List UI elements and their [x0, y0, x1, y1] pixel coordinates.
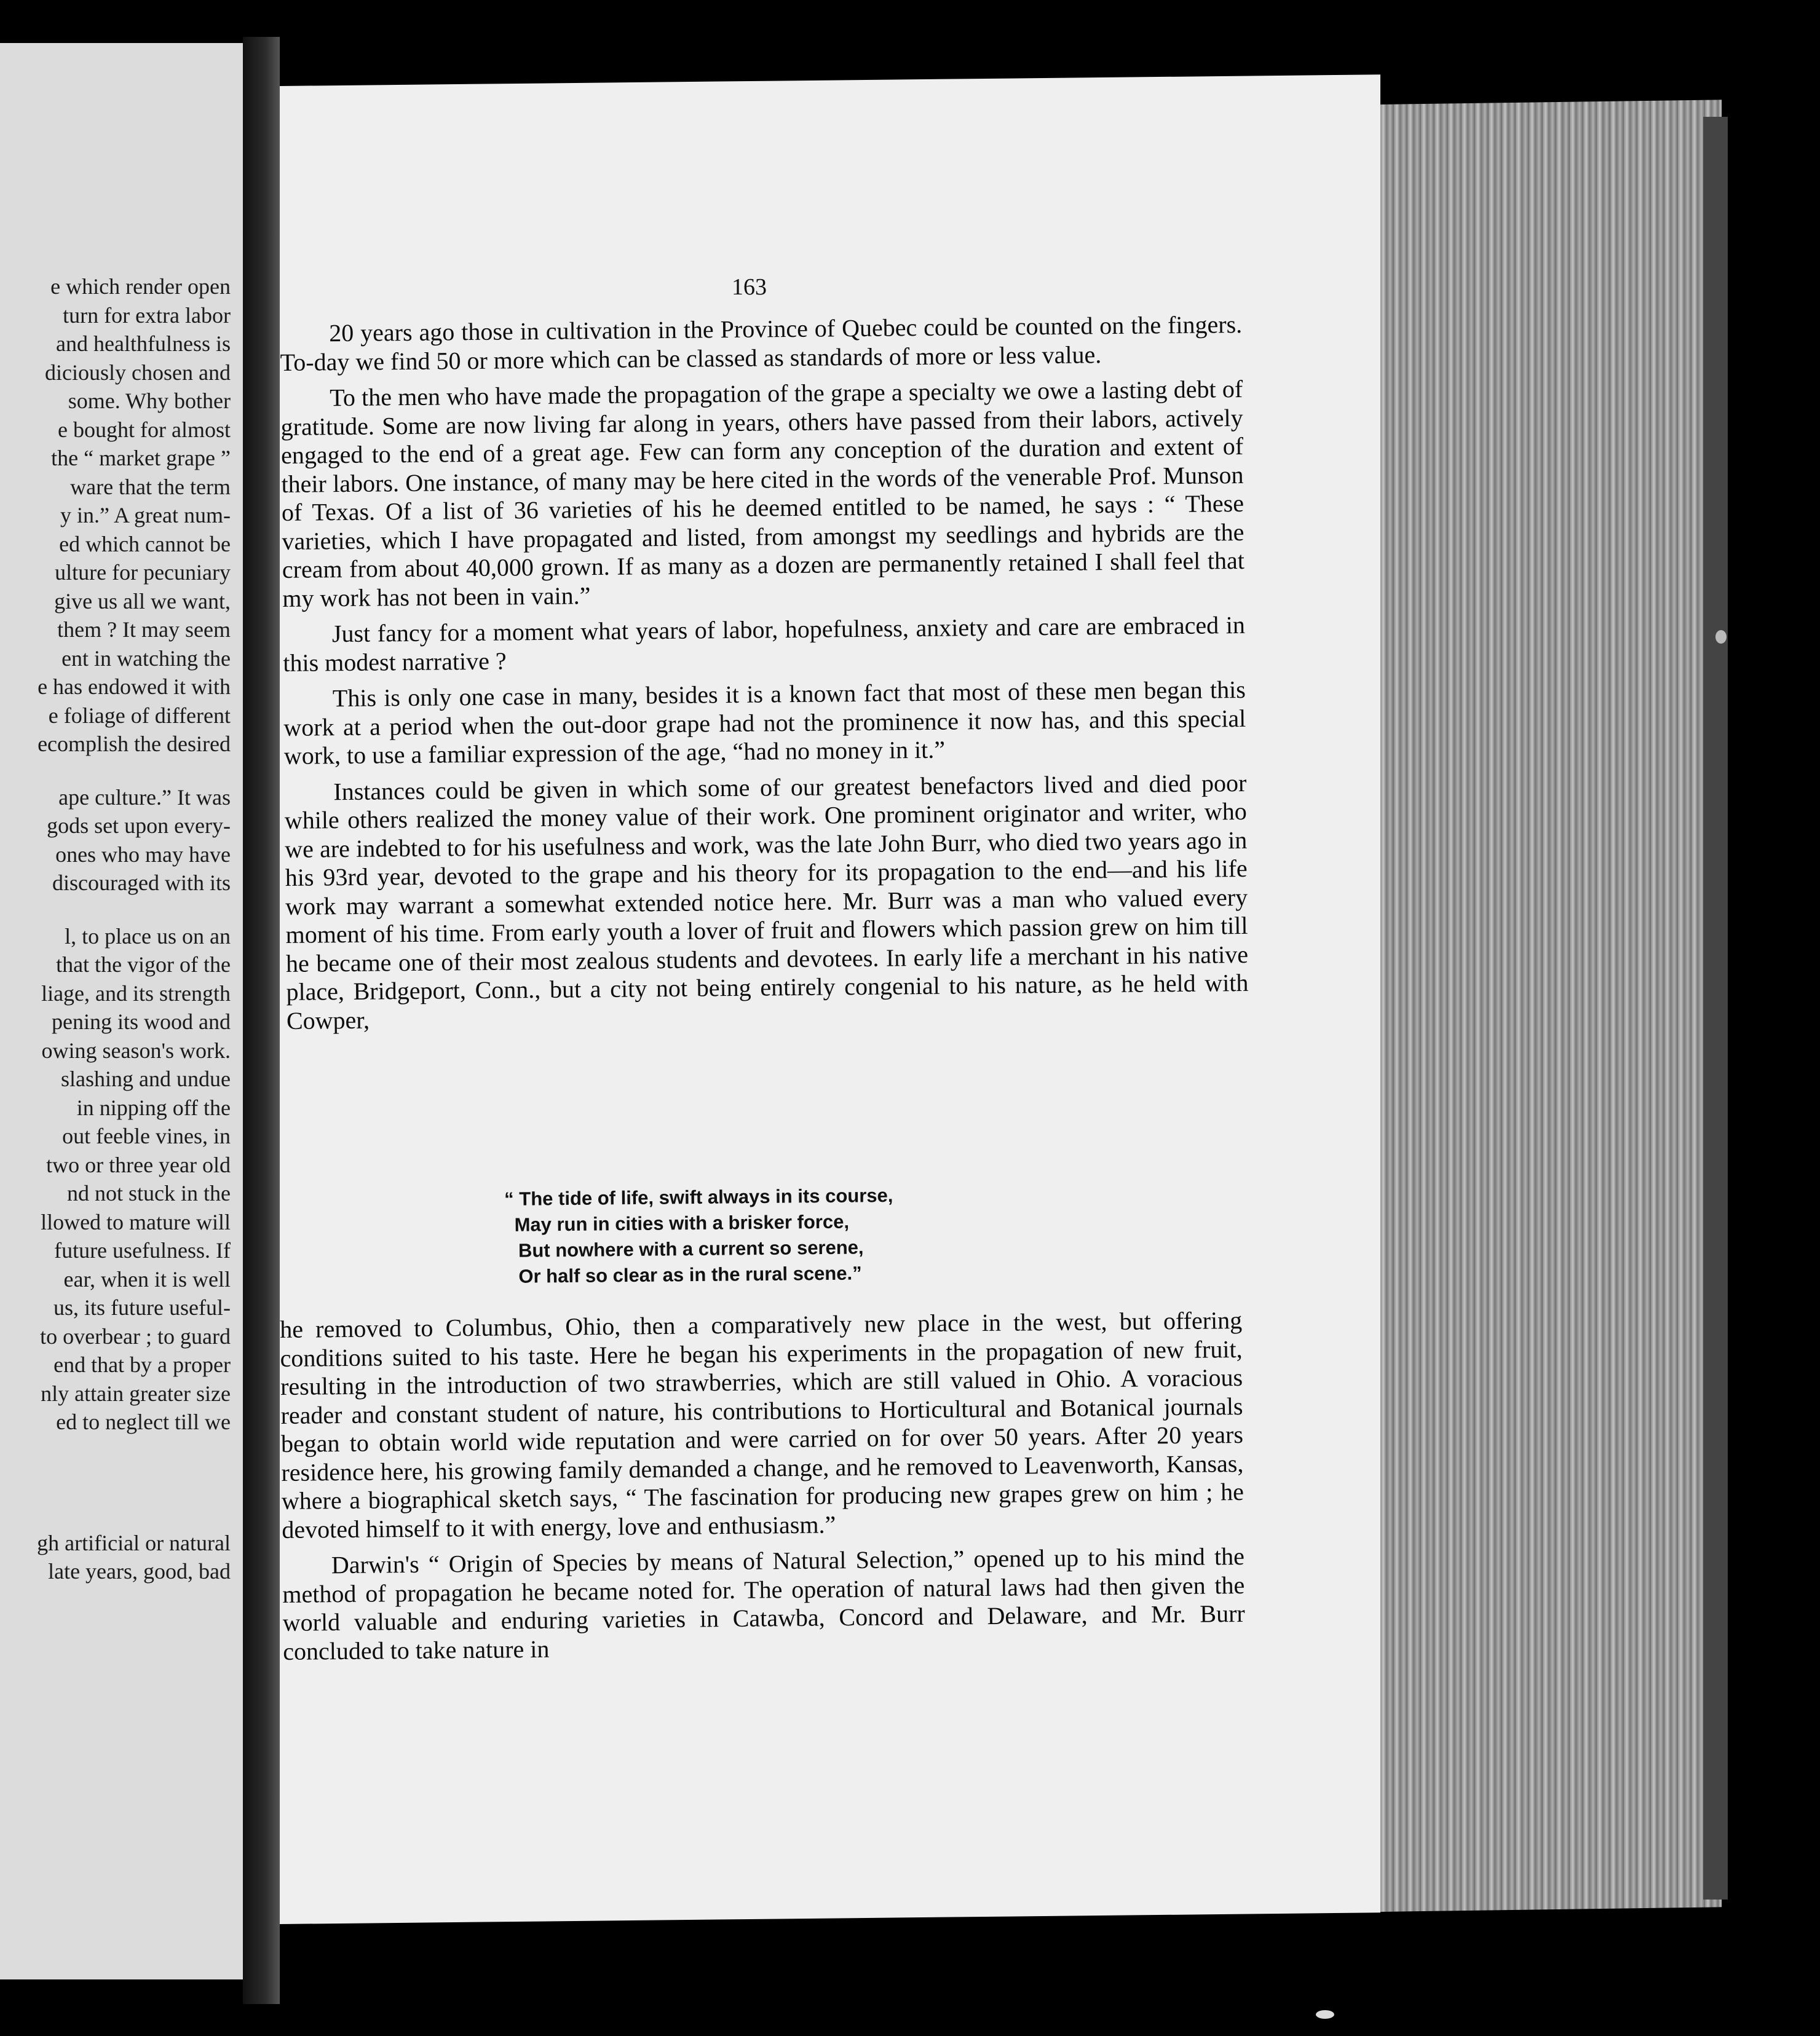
paragraph-3: Just fancy for a moment what years of labor, hopefulness, anxiety and care are embraced in this modest narrative ?	[283, 610, 1246, 677]
left-page-line: ed to neglect till we	[56, 1410, 231, 1434]
left-page-line: diciously chosen and	[45, 360, 231, 385]
paragraph-1: 20 years ago those in cultivation in the Province of Quebec could be counted on the fingers. To-day we find 50 or more which can be classed as standards of more or less value.	[280, 310, 1243, 376]
left-page-line: e foliage of different	[48, 703, 231, 728]
left-page-line: llowed to mature will	[41, 1209, 231, 1234]
left-page-line: and healthfulness is	[56, 331, 231, 356]
left-page-line: e which render open	[50, 274, 231, 299]
left-page-line: late years, good, bad	[48, 1559, 231, 1584]
paragraph-4: This is only one case in many, besides it is a known fact that most of these men began this work at a period when the out-door grape had not the prominence it now has, and this special work, to use a familiar expression of the age, “had no money in it.”	[283, 675, 1246, 770]
left-page-line: ape culture.” It was	[58, 784, 231, 810]
book-gutter	[243, 37, 280, 2004]
page-edges	[1380, 100, 1722, 1912]
left-page-line: us, its future useful-	[53, 1295, 231, 1320]
left-page-line: end that by a proper	[53, 1352, 231, 1377]
paragraph-6: he removed to Columbus, Ohio, then a comparatively new place in the west, but offering conditions suited to his taste. Here he began his experiments in the propagation of new fruit, resulting in the introduction of two strawberries, which are still valued in Ohio. A voracious reader and constant student of nature, his contributions to Horticultural and Botanical journals began to obtain world wide reputation and were carried on for over 50 years. After 20 years residence here, his growing family demanded a change, and he removed to Leavenworth, Kansas, where a biographical sketch says, “ The fascination for producing new grapes grew on him ; he devoted himself to it with energy, love and enthusiasm.”	[280, 1306, 1244, 1544]
left-page-line: to overbear ; to guard	[40, 1324, 231, 1349]
text-block-upper	[280, 310, 1249, 1043]
left-page-line: in nipping off the	[76, 1095, 231, 1120]
left-page-line: the “ market grape ”	[51, 446, 231, 470]
left-page-line: future usefulness. If	[54, 1238, 231, 1263]
paragraph-5: Instances could be given in which some of our greatest benefactors lived and died poor while others realized the money value of their work. One prominent originator and writer, who we are indebted to for his usefulness and work, was the late John Burr, who died two years ago in his 93rd year, devoted to the grape and his theory for its propagation to the end—and his life work may warrant a somewhat extended notice here. Mr. Burr was a man who valued every moment of his time. From early youth a lover of fruit and flowers which passion grew on him till he became one of their most zealous students and devotees. In early life a merchant in his native place, Bridgeport, Conn., but a city not being entirely congenial to his nature, as he held with Cowper,	[284, 768, 1249, 1035]
text-block-lower	[280, 1306, 1246, 1673]
left-page-line: y in.” A great num-	[60, 503, 231, 527]
left-page-line: ecomplish the desired	[38, 732, 231, 756]
left-page-line: gods set upon every-	[47, 813, 231, 838]
poem-quote	[504, 1181, 1059, 1290]
left-page-line: ulture for pecuniary	[55, 560, 231, 585]
left-page-line: some. Why bother	[68, 389, 231, 413]
page-number: 163	[732, 274, 767, 300]
left-page-line: slashing and undue	[61, 1067, 231, 1091]
cover-edge	[1703, 117, 1728, 1900]
poem-line: Or half so clear as in the rural scene.”	[518, 1262, 862, 1287]
left-page-line: them ? It may seem	[57, 617, 231, 642]
paragraph-2: To the men who have made the propagation of the grape a specialty we owe a lasting debt of gratitude. Some are now living far along in years, others have passed from their labors, actively engaged to the end of a great age. Few can form any conception of the duration and extent of their labors. One instance, of many may be here cited in the words of the venerable Prof. Munson of Texas. Of a list of 36 varieties of his he deemed entitled to be named, he says : “ These varieties, which I have propagated and listed, from amongst my seedlings and hybrids are the cream from about 40,000 grown. If as many as a dozen are permanently retained I shall feel that my work has not been in vain.”	[280, 374, 1245, 612]
left-page-fragment	[0, 43, 247, 1979]
left-page-line: ed which cannot be	[59, 531, 231, 556]
left-page-line: ones who may have	[55, 842, 231, 867]
left-page-line: pening its wood and	[52, 1009, 231, 1034]
left-page-line: nd not stuck in the	[67, 1181, 231, 1205]
left-page-line: give us all we want,	[54, 588, 231, 614]
left-page-line: ear, when it is well	[63, 1266, 231, 1292]
left-page-line: nly attain greater size	[41, 1381, 231, 1406]
left-page-line: turn for extra labor	[63, 302, 231, 328]
left-page-line: gh artificial or natural	[37, 1530, 231, 1555]
paragraph-7: Darwin's “ Origin of Species by means of Natural Selection,” opened up to his mind the method of propagation he became noted for. The operation of natural laws had then given the world valuable and enduring varieties in Catawba, Concord and Delaware, and Mr. Burr concluded to take nature in	[282, 1542, 1245, 1665]
left-page-line: ent in watching the	[61, 645, 231, 671]
left-page-line: e bought for almost	[58, 417, 231, 442]
left-page-line: ware that the term	[70, 474, 231, 499]
left-page-line: owing season's work.	[41, 1038, 231, 1063]
poem-line: But nowhere with a current so serene,	[518, 1236, 864, 1261]
scan-speck	[1316, 2010, 1334, 2019]
left-page-line: out feeble vines, in	[62, 1124, 231, 1148]
left-page-line: two or three year old	[46, 1152, 231, 1177]
left-page-line: liage, and its strength	[41, 981, 231, 1006]
scan-speck	[1715, 630, 1727, 644]
left-page-line: e has endowed it with	[38, 674, 231, 699]
left-page-line: discouraged with its	[52, 870, 231, 895]
left-page-line: l, to place us on an	[65, 923, 231, 949]
poem-line: May run in cities with a brisker force,	[514, 1210, 850, 1236]
poem-line: “ The tide of life, swift always in its course,	[504, 1184, 893, 1210]
left-page-line: that the vigor of the	[56, 952, 231, 977]
